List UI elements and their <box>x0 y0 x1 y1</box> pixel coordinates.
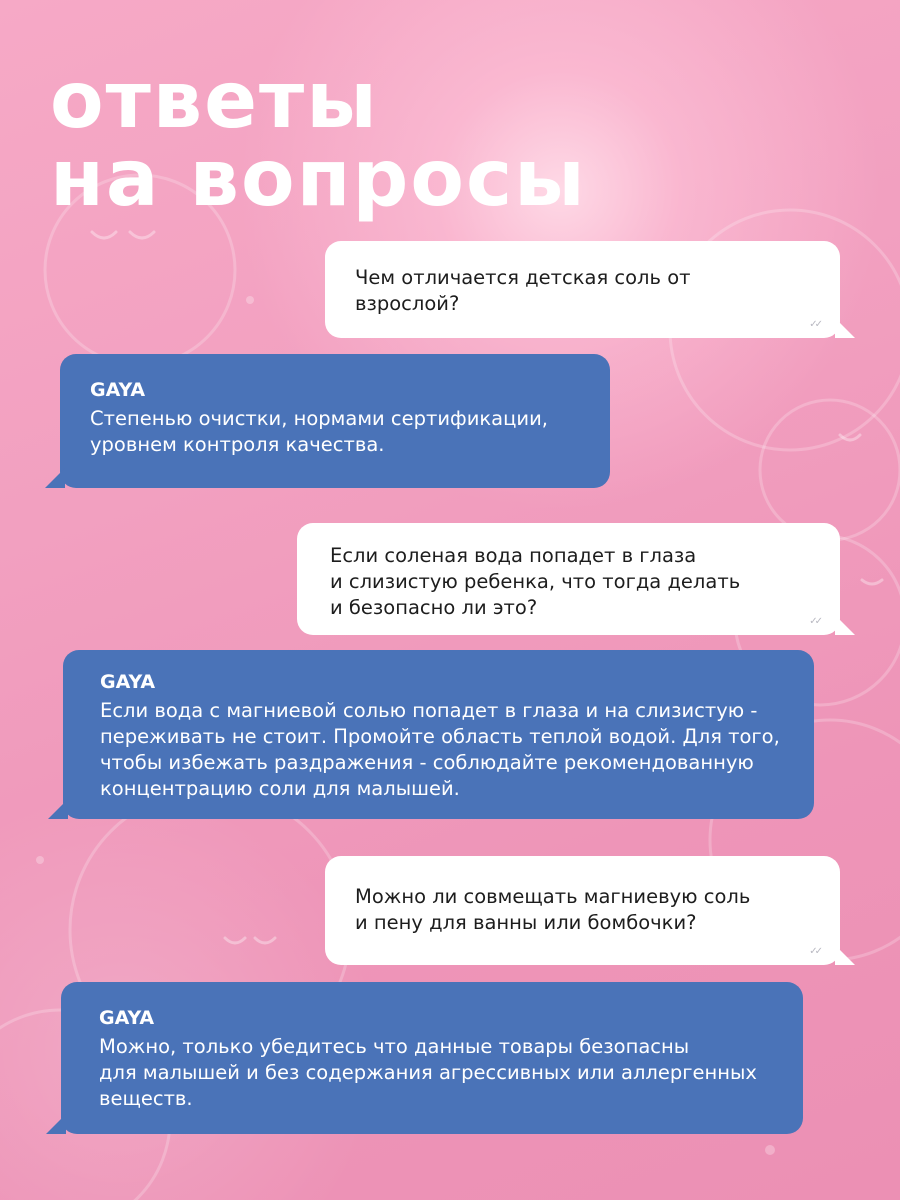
bubble-tail <box>835 615 855 635</box>
double-check-icon: ✓✓ <box>809 946 820 957</box>
sender-name: GAYA <box>99 1007 155 1029</box>
sender-name: GAYA <box>90 379 146 401</box>
bubble-tail <box>835 945 855 965</box>
bubble-tail <box>835 318 855 338</box>
title-line-2: на вопросы <box>50 134 587 224</box>
user-message-bubble <box>325 856 840 965</box>
bubble-tail <box>48 799 68 819</box>
message-text: Степенью очистки, нормами сертификации, уровнем контроля качества. <box>90 407 548 456</box>
page-title <box>50 56 587 224</box>
message-text: Чем отличается детская соль от взрослой? <box>355 266 691 315</box>
double-check-icon: ✓✓ <box>809 616 820 627</box>
message-text: Если вода с магниевой солью попадет в глаза и на слизистую - переживать не стоит. Промойте область теплой водой. Для того, чтобы избежать раздражения - соблюдайте рекомендованную концентрацию соли для малышей. <box>100 699 780 800</box>
sender-name: GAYA <box>100 671 156 693</box>
bot-message-bubble <box>60 354 610 488</box>
user-message-bubble <box>297 523 840 635</box>
bubble-tail <box>45 468 65 488</box>
message-text: Можно ли совмещать магниевую соль и пену для ванны или бомбочки? <box>355 885 751 934</box>
user-message-bubble <box>325 241 840 338</box>
title-line-1: ответы <box>50 56 379 146</box>
bot-message-bubble <box>63 650 814 819</box>
bot-message-bubble <box>61 982 803 1134</box>
message-text: Если соленая вода попадет в глаза и слизистую ребенка, что тогда делать и безопасно ли это? <box>330 544 741 619</box>
double-check-icon: ✓✓ <box>809 319 820 330</box>
bubble-tail <box>46 1114 66 1134</box>
message-text: Можно, только убедитесь что данные товары безопасны для малышей и без содержания агрессивных или аллергенных веществ. <box>99 1035 757 1110</box>
